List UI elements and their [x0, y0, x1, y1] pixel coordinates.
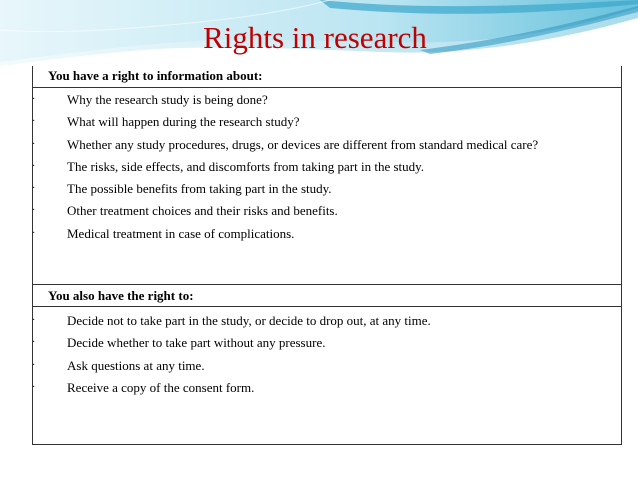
- list-item: [33, 377, 621, 399]
- bullet-icon: ·: [32, 138, 36, 150]
- list-item-text: What will happen during the research study?: [67, 114, 300, 130]
- list-item-text: Medical treatment in case of complications.: [67, 225, 295, 241]
- bullet-icon: ·: [32, 227, 36, 239]
- bullet-icon: ·: [32, 94, 36, 105]
- bullet-icon: ·: [32, 183, 36, 195]
- bullet-icon: ·: [32, 160, 36, 172]
- list-item-text: Decide whether to take part without any pressure.: [67, 335, 326, 351]
- list-item: [33, 223, 621, 245]
- bullet-icon: ·: [32, 337, 36, 349]
- list-item-text: Receive a copy of the consent form.: [67, 379, 255, 395]
- bullet-icon: ·: [32, 381, 36, 393]
- list-item: [33, 178, 621, 200]
- bullet-icon: ·: [32, 359, 36, 371]
- list-item-text: Whether any study procedures, drugs, or devices are different from standard medical care?: [67, 136, 539, 152]
- bullet-icon: ·: [32, 205, 36, 217]
- list-item-text: Other treatment choices and their risks and benefits.: [67, 203, 338, 219]
- list-item-text: The possible benefits from taking part in the study.: [67, 181, 332, 197]
- slide-title: Rights in research: [203, 20, 427, 55]
- bullet-icon: ·: [32, 116, 36, 128]
- info-section-heading: You have a right to information about:: [33, 66, 621, 88]
- list-item-text: Why the research study is being done?: [67, 92, 268, 107]
- list-item: [33, 310, 621, 332]
- rights-table: [32, 66, 622, 445]
- list-item: [33, 156, 621, 178]
- list-item-text: Ask questions at any time.: [67, 357, 205, 373]
- list-item-text: Decide not to take part in the study, or decide to drop out, at any time.: [67, 313, 431, 328]
- list-item-text: The risks, side effects, and discomforts from taking part in the study.: [67, 158, 425, 174]
- list-item: [33, 111, 621, 133]
- list-item: [33, 89, 621, 111]
- list-item: [33, 355, 621, 377]
- rights-section-heading: You also have the right to:: [33, 284, 621, 307]
- info-bullet-list: [33, 89, 621, 245]
- list-item: [33, 332, 621, 354]
- bullet-icon: ·: [32, 315, 36, 326]
- list-item: [33, 134, 621, 156]
- list-item: [33, 200, 621, 222]
- rights-bullet-list: [33, 310, 621, 399]
